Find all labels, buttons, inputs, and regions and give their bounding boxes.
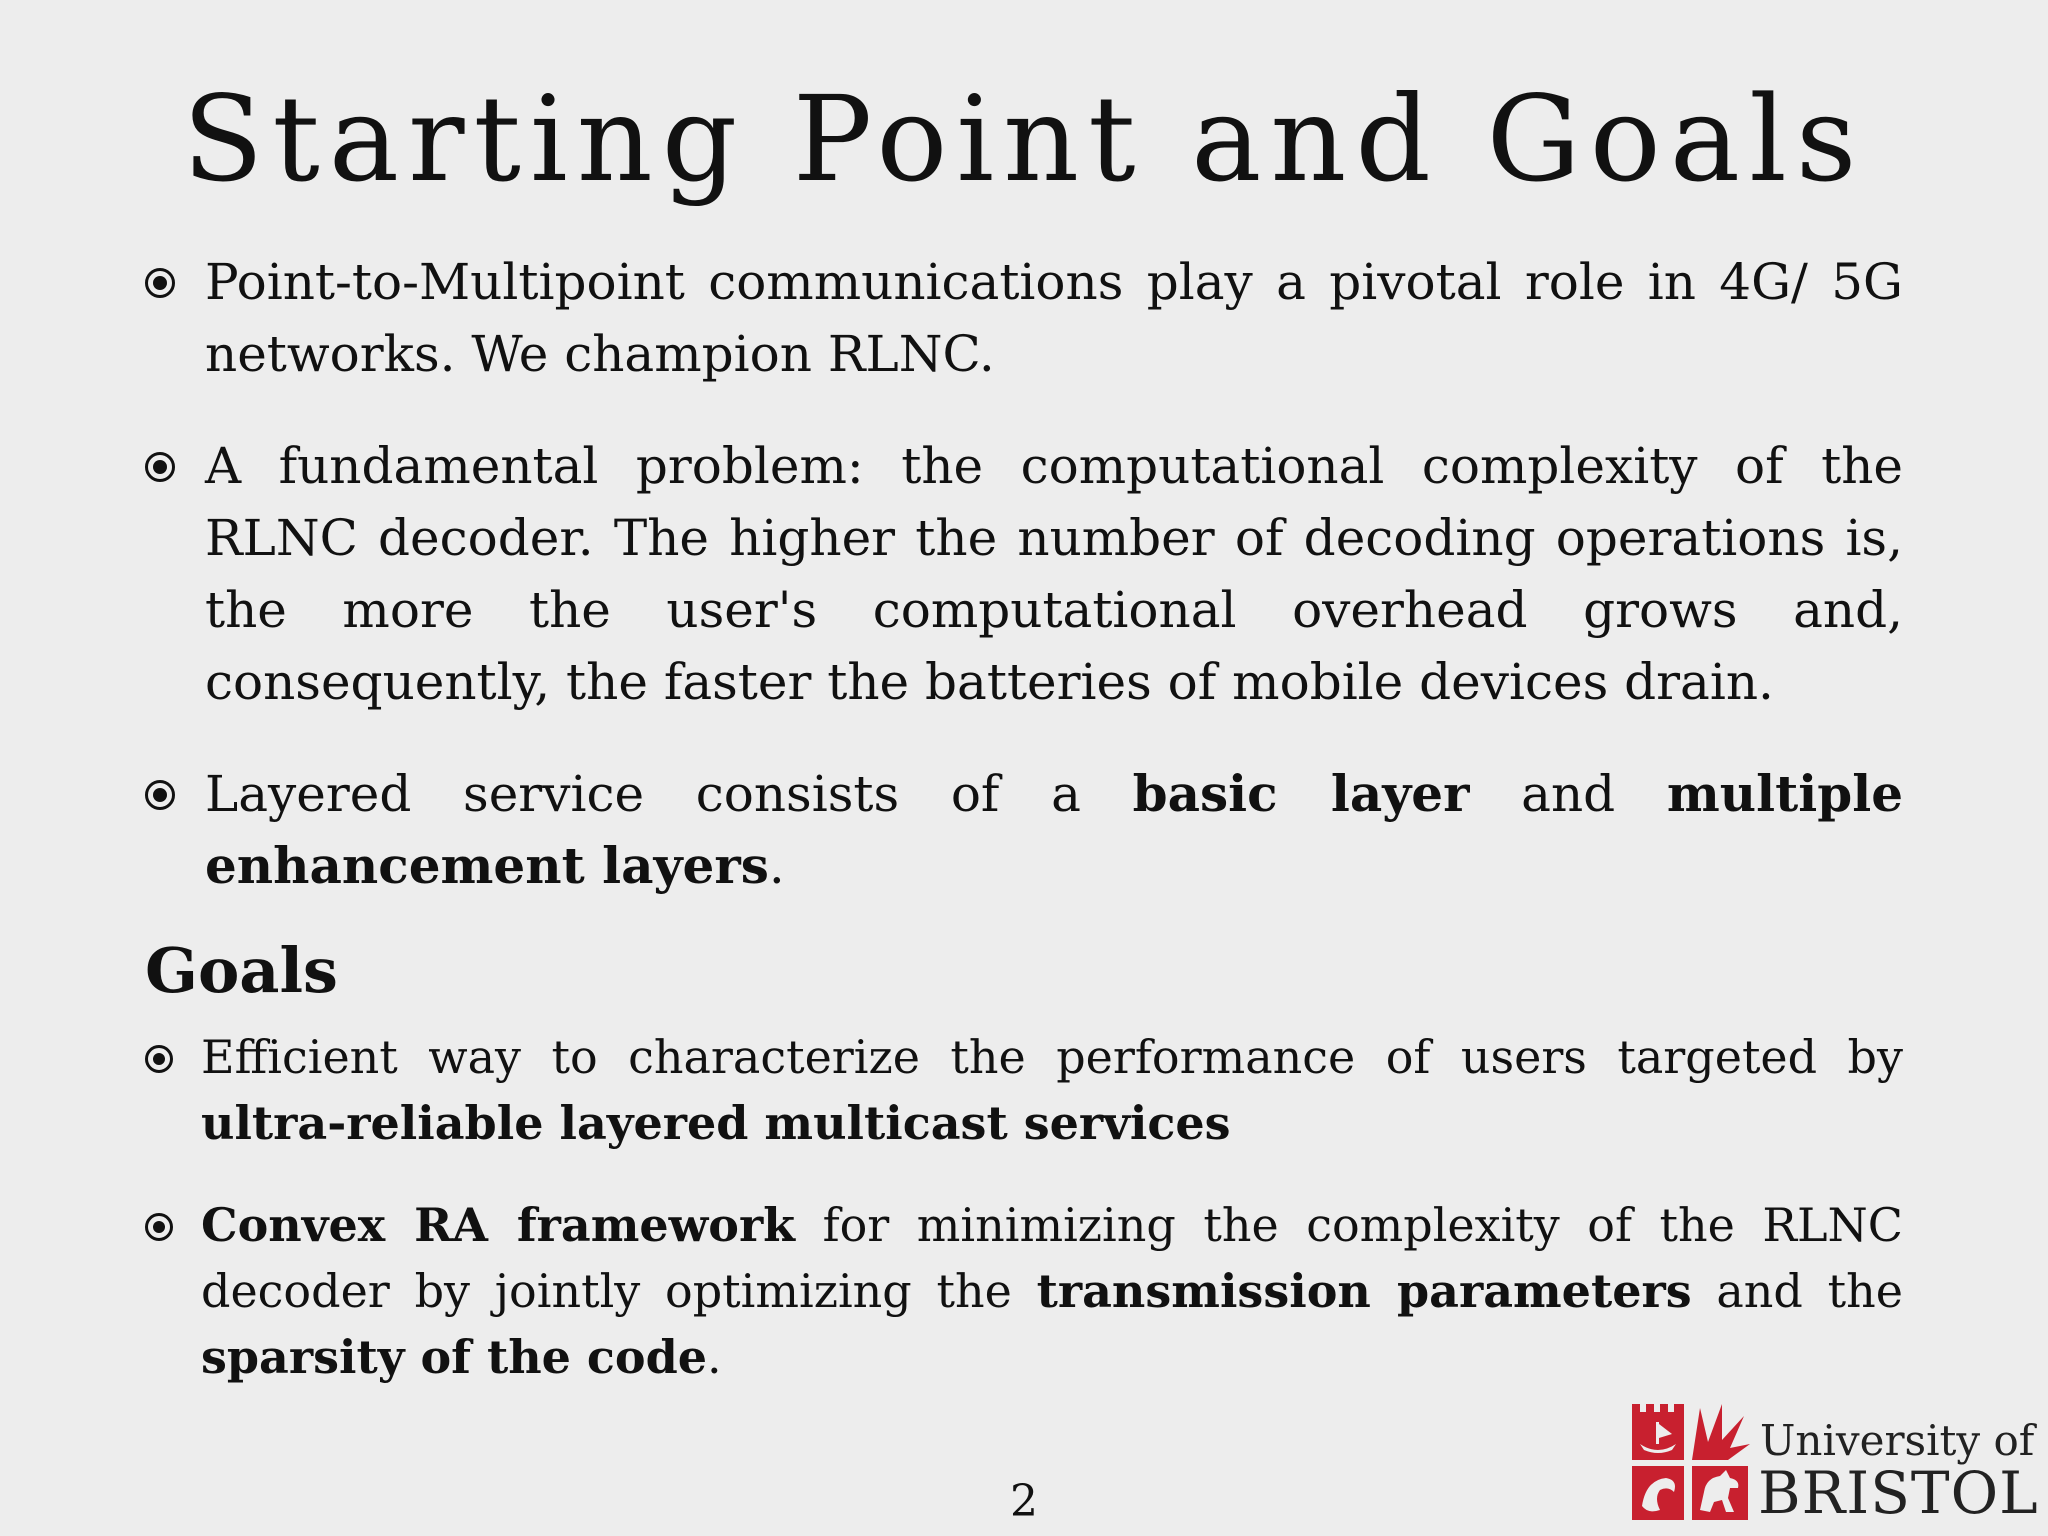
goals-heading: Goals <box>145 934 338 1007</box>
logo-text-university: University of <box>1760 1416 2035 1465</box>
bullet-text: and the <box>1691 1264 1903 1318</box>
bullet-text: . <box>768 837 785 895</box>
intro-bullet-3 <box>145 758 1903 902</box>
goals-bullet-list <box>145 1024 1903 1390</box>
bullet-text: Efficient way to characterize the performance of users targeted by <box>201 1030 1903 1084</box>
bullet-text: . <box>707 1330 722 1384</box>
bullet-marker-icon <box>145 780 175 810</box>
bullet-text-bold: multiple enhancement layers <box>205 764 1904 895</box>
goal-bullet-2 <box>145 1192 1903 1390</box>
bullet-text: Point-to-Multipoint communications play a pivotal role in 4G/ 5G networks. We champion RLNC. <box>205 253 1903 383</box>
bullet-text: and <box>1469 765 1667 823</box>
bullet-text-bold: ultra-reliable layered multicast services <box>201 1096 1231 1150</box>
bullet-text-bold: transmission parameters <box>1036 1264 1692 1318</box>
bullet-marker-icon <box>145 268 175 298</box>
university-logo <box>1630 1402 2039 1527</box>
bullet-marker-icon <box>145 452 175 482</box>
bullet-text: for minimizing the complexity of the RLNC decoder by jointly optimizing the <box>201 1198 1904 1318</box>
bristol-shield-icon <box>1630 1402 1750 1522</box>
bullet-text-bold: basic layer <box>1132 764 1470 823</box>
intro-bullet-2 <box>145 430 1903 718</box>
bullet-text-bold: Convex RA framework <box>201 1198 796 1252</box>
intro-bullet-1 <box>145 246 1903 390</box>
bullet-marker-icon <box>145 1045 173 1073</box>
bullet-text: Layered service consists of a <box>205 765 1133 823</box>
slide-title: Starting Point and Goals <box>182 70 1866 208</box>
bullet-text-bold: sparsity of the code <box>201 1330 708 1384</box>
goal-bullet-1 <box>145 1024 1903 1156</box>
bullet-marker-icon <box>145 1213 173 1241</box>
logo-text-bristol: BRISTOL <box>1758 1459 2039 1527</box>
intro-bullet-list <box>145 246 1903 902</box>
bullet-text: A fundamental problem: the computational complexity of the RLNC decoder. The higher the number of decoding operations is, the more the user's computational overhead grows and, consequently, the faster the batteries of mobile devices drain. <box>205 437 1903 711</box>
page-number: 2 <box>1010 1476 1038 1527</box>
